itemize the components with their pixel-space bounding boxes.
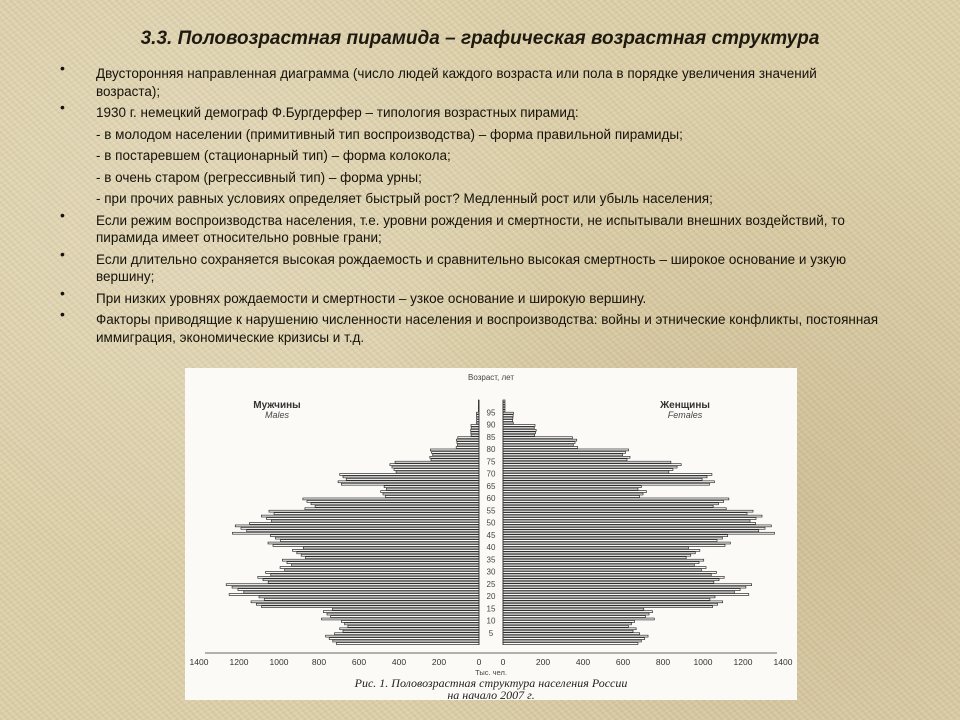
- female-bar: [503, 547, 688, 549]
- slide-title: 3.3. Половозрастная пирамида – графическая возрастная структура: [140, 28, 820, 49]
- male-bar: [244, 591, 479, 593]
- female-bar: [503, 444, 573, 446]
- female-bar: [503, 530, 759, 532]
- age-tick-label: 40: [486, 543, 496, 552]
- male-bar: [259, 596, 479, 598]
- age-tick-label: 80: [486, 445, 496, 454]
- female-bar: [503, 425, 535, 427]
- male-bar: [432, 451, 479, 453]
- male-bar: [471, 427, 479, 429]
- male-bar: [394, 469, 479, 471]
- male-bar: [384, 486, 479, 488]
- female-bar: [503, 586, 746, 588]
- female-bar: [503, 591, 734, 593]
- x-tick-label-left: 600: [351, 657, 367, 667]
- female-bar: [503, 549, 700, 551]
- male-bar: [395, 461, 479, 463]
- female-bar: [503, 493, 643, 495]
- female-bar: [503, 476, 707, 478]
- male-bar: [343, 630, 479, 632]
- male-bar: [336, 643, 479, 645]
- female-bar: [503, 621, 635, 623]
- male-bar: [433, 454, 479, 456]
- male-bar: [264, 598, 479, 600]
- x-tick-label-left: 1200: [229, 657, 249, 667]
- male-bar: [381, 491, 479, 493]
- x-tick-label-right: 200: [535, 657, 551, 667]
- male-bar: [226, 584, 479, 586]
- female-bar: [503, 417, 513, 419]
- male-bar: [327, 613, 479, 615]
- x-tick-label-right: 600: [615, 657, 631, 667]
- male-bar: [333, 640, 479, 642]
- male-bar: [341, 483, 479, 485]
- item-text: Факторы приводящие к нарушению численности населения и воспроизводства: войны и этнические конфликты, постоянная иммиграция, экономические кризисы и т.д.: [96, 312, 879, 345]
- male-bar: [256, 603, 479, 605]
- female-bar: [503, 432, 535, 434]
- male-bar: [341, 621, 479, 623]
- male-bar: [392, 466, 479, 468]
- age-tick-label: 60: [486, 494, 496, 503]
- female-bar: [503, 643, 638, 645]
- male-bar: [293, 549, 479, 551]
- age-tick-label: 10: [486, 616, 496, 626]
- males-label-ru: Мужчины: [253, 400, 301, 411]
- female-bar: [503, 569, 701, 571]
- age-tick-label: 30: [486, 567, 496, 577]
- female-bar: [503, 633, 640, 635]
- female-bar: [503, 491, 646, 493]
- male-bar: [266, 572, 479, 574]
- female-bar: [503, 442, 575, 444]
- female-bar: [503, 540, 717, 542]
- population-pyramid-chart: [185, 368, 797, 700]
- female-bar: [503, 469, 673, 471]
- male-bar: [340, 474, 479, 476]
- age-tick-label: 15: [486, 604, 496, 614]
- male-bar: [431, 459, 479, 461]
- male-bar: [232, 586, 479, 588]
- female-bar: [503, 613, 649, 615]
- x-tick-label-left: 1400: [189, 657, 209, 667]
- male-bar: [297, 552, 479, 554]
- female-bar: [503, 439, 577, 441]
- female-bar: [503, 554, 691, 556]
- female-bar: [503, 608, 644, 610]
- x-tick-label-left: 800: [311, 657, 327, 667]
- bullet-marker: •: [60, 99, 65, 115]
- female-bar: [503, 456, 630, 458]
- male-bar: [269, 510, 479, 512]
- female-bar: [503, 574, 711, 576]
- bullet-item: [60, 245, 880, 286]
- female-bar: [503, 483, 709, 485]
- female-bar: [503, 567, 706, 569]
- bullet-item: [60, 99, 880, 122]
- female-bar: [503, 412, 513, 414]
- male-bar: [282, 559, 479, 561]
- female-bar: [503, 640, 641, 642]
- male-bar: [458, 437, 479, 439]
- male-bar: [471, 425, 479, 427]
- x-tick-label-left: 400: [391, 657, 407, 667]
- x-tick-label-right: 1200: [733, 657, 753, 667]
- item-text: - в постаревшем (стационарный тип) – форма колокола;: [96, 148, 451, 163]
- male-bar: [456, 439, 479, 441]
- figure-caption-line2: на начало 2007 г.: [447, 688, 535, 700]
- female-bar: [503, 503, 718, 505]
- female-bar: [503, 518, 756, 520]
- female-bar: [503, 466, 677, 468]
- male-bar: [326, 635, 479, 637]
- male-bar: [430, 449, 479, 451]
- female-bar: [503, 562, 699, 564]
- females-label-ru: Женщины: [660, 400, 710, 411]
- female-bar: [503, 579, 719, 581]
- female-bar: [503, 434, 535, 436]
- male-bar: [322, 618, 479, 620]
- male-bar: [307, 500, 479, 502]
- male-bar: [390, 464, 479, 466]
- bullet-marker: •: [60, 284, 65, 301]
- x-tick-label-left: 1000: [269, 657, 289, 667]
- male-bar: [251, 601, 479, 603]
- female-bar: [503, 606, 712, 608]
- female-bar: [503, 611, 653, 613]
- male-bar: [261, 515, 479, 517]
- male-bar: [273, 545, 479, 547]
- male-bar: [250, 523, 479, 525]
- female-bar: [503, 545, 725, 547]
- female-bar: [503, 451, 626, 453]
- male-bar: [303, 498, 479, 500]
- female-bar: [503, 505, 713, 507]
- female-bar: [503, 513, 747, 515]
- bullet-item: [60, 60, 880, 100]
- female-bar: [503, 461, 671, 463]
- female-bar: [503, 523, 756, 525]
- item-text: Если длительно сохраняется высокая рождаемость и сравнительно высокая смертность – широкое основание и узкую вершину;: [96, 251, 847, 284]
- x-tick-label-right: 400: [575, 657, 591, 667]
- female-bar: [503, 478, 702, 480]
- female-bar: [503, 537, 722, 539]
- female-bar: [503, 437, 572, 439]
- female-bar: [503, 527, 765, 529]
- item-text: При низких уровнях рождаемости и смертности – узкое основание и широкую вершину.: [96, 290, 647, 306]
- figure-caption-line1: Рис. 1. Половозрастная структура населения России: [354, 676, 628, 690]
- sub-item: [60, 147, 880, 165]
- female-bar: [503, 564, 694, 566]
- sub-item: [60, 126, 880, 144]
- female-bar: [503, 515, 762, 517]
- x-tick-label-right: 0: [500, 657, 506, 667]
- male-bar: [343, 476, 479, 478]
- female-bar: [503, 429, 536, 431]
- male-bar: [292, 564, 479, 566]
- male-bar: [247, 530, 479, 532]
- male-bar: [335, 633, 479, 635]
- age-tick-label: 20: [486, 592, 496, 601]
- age-tick-label: 45: [486, 530, 496, 540]
- male-bar: [338, 481, 479, 483]
- male-bar: [285, 569, 479, 571]
- bullet-marker: •: [60, 245, 65, 262]
- male-bar: [275, 537, 479, 539]
- male-bar: [268, 581, 479, 583]
- bullet-marker: •: [60, 206, 65, 223]
- bullet-marker: •: [60, 306, 65, 322]
- female-bar: [503, 638, 645, 640]
- female-bar: [503, 618, 654, 620]
- male-bar: [385, 496, 479, 498]
- male-bar: [331, 616, 479, 618]
- male-bar: [241, 527, 479, 529]
- population-pyramid-figure: [185, 368, 797, 700]
- male-bar: [345, 623, 479, 625]
- female-bar: [503, 464, 681, 466]
- item-text: Двусторонняя направленная диаграмма (число людей каждого возраста или пола в порядке увеличения значений возраста);: [96, 66, 817, 99]
- age-tick-label: 25: [486, 579, 496, 589]
- male-bar: [311, 503, 479, 505]
- male-bar: [305, 557, 479, 559]
- male-bar: [303, 547, 479, 549]
- male-bar: [430, 456, 479, 458]
- females-label-en: Females: [667, 410, 703, 420]
- female-bar: [503, 420, 513, 422]
- female-bar: [503, 459, 627, 461]
- unit-label: Тыс. чел.: [475, 668, 507, 677]
- male-bar: [271, 574, 479, 576]
- age-tick-label: 95: [486, 408, 496, 418]
- female-bar: [503, 603, 718, 605]
- male-bar: [262, 606, 479, 608]
- age-tick-label: 55: [486, 506, 496, 516]
- female-bar: [503, 623, 631, 625]
- female-bar: [503, 510, 753, 512]
- sub-item: [60, 190, 880, 208]
- male-bar: [235, 525, 479, 527]
- female-bar: [503, 488, 638, 490]
- x-tick-label-right: 1400: [773, 657, 793, 667]
- male-bar: [329, 638, 479, 640]
- female-bar: [503, 500, 724, 502]
- female-bar: [503, 625, 628, 627]
- male-bar: [301, 554, 479, 556]
- female-bar: [503, 630, 633, 632]
- male-bar: [346, 478, 479, 480]
- female-bar: [503, 557, 686, 559]
- male-bar: [471, 429, 479, 431]
- age-tick-label: 75: [486, 457, 496, 467]
- male-bar: [305, 508, 479, 510]
- female-bar: [503, 447, 578, 449]
- male-bar: [383, 493, 479, 495]
- male-bar: [258, 576, 479, 578]
- male-bar: [386, 488, 479, 490]
- male-bar: [471, 432, 479, 434]
- female-bar: [503, 542, 730, 544]
- female-bar: [503, 532, 774, 534]
- female-bar: [503, 552, 695, 554]
- female-bar: [503, 422, 513, 424]
- male-bar: [456, 447, 479, 449]
- male-bar: [323, 611, 479, 613]
- male-bar: [396, 471, 479, 473]
- female-bar: [503, 415, 513, 417]
- male-bar: [457, 442, 479, 444]
- age-tick-label: 50: [486, 518, 496, 528]
- female-bar: [503, 535, 728, 537]
- male-bar: [287, 562, 479, 564]
- male-bar: [332, 608, 479, 610]
- male-bar: [266, 518, 479, 520]
- female-bar: [503, 525, 771, 527]
- female-bar: [503, 449, 628, 451]
- female-bar: [503, 481, 714, 483]
- male-bar: [229, 594, 479, 596]
- age-tick-label: 65: [486, 481, 496, 491]
- male-bar: [272, 520, 479, 522]
- x-tick-label-left: 0: [476, 657, 482, 667]
- female-bar: [503, 598, 710, 600]
- item-text: Если режим воспроизводства населения, т.е. уровни рождения и смертности, не испытывали внешних воздействий, то пирамида имеет относительно ровные грани;: [96, 212, 845, 245]
- female-bar: [503, 576, 724, 578]
- female-bar: [503, 628, 636, 630]
- male-bar: [471, 434, 479, 436]
- bullet-item: [60, 284, 880, 308]
- male-bar: [263, 579, 479, 581]
- male-bar: [280, 567, 479, 569]
- male-bar: [348, 625, 479, 627]
- male-bar: [274, 513, 479, 515]
- age-tick-label: 70: [486, 469, 496, 479]
- female-bar: [503, 635, 648, 637]
- item-text: - в очень старом (регрессивный тип) – форма урны;: [96, 169, 422, 185]
- female-bar: [503, 496, 640, 498]
- content-list: [60, 60, 880, 350]
- female-bar: [503, 616, 645, 618]
- female-bar: [503, 589, 740, 591]
- item-text: 1930 г. немецкий демограф Ф.Бургдерфер – типология возрастных пирамид:: [96, 105, 579, 120]
- female-bar: [503, 584, 752, 586]
- female-bar: [503, 594, 749, 596]
- x-tick-label-left: 200: [431, 657, 447, 667]
- female-bar: [503, 471, 669, 473]
- age-tick-label: 90: [486, 420, 496, 430]
- male-bar: [315, 505, 479, 507]
- male-bar: [280, 540, 479, 542]
- female-bar: [503, 486, 641, 488]
- age-tick-label: 35: [486, 555, 496, 565]
- male-bar: [232, 532, 479, 534]
- age-tick-label: 85: [486, 432, 496, 442]
- age-tick-label: 5: [488, 628, 494, 638]
- item-text: - в молодом населении (примитивный тип воспроизводства) – форма правильной пирамиды;: [96, 126, 683, 142]
- x-tick-label-right: 800: [655, 657, 671, 667]
- male-bar: [340, 628, 479, 630]
- female-bar: [503, 601, 723, 603]
- males-label-en: Males: [264, 410, 290, 420]
- female-bar: [503, 572, 716, 574]
- male-bar: [458, 444, 479, 446]
- female-bar: [503, 427, 534, 429]
- female-bar: [503, 508, 726, 510]
- male-bar: [238, 589, 479, 591]
- bullet-item: [60, 206, 880, 247]
- female-bar: [503, 454, 623, 456]
- bullet-marker: •: [60, 60, 65, 76]
- sub-item: [60, 169, 880, 187]
- bullet-item: [60, 306, 880, 346]
- axis-title: Возраст, лет: [468, 373, 514, 382]
- male-bar: [268, 542, 479, 544]
- female-bar: [503, 596, 715, 598]
- male-bar: [271, 535, 479, 537]
- female-bar: [503, 498, 729, 500]
- x-tick-label-right: 1000: [693, 657, 713, 667]
- female-bar: [503, 474, 712, 476]
- female-bar: [503, 520, 750, 522]
- female-bar: [503, 559, 704, 561]
- female-bar: [503, 581, 714, 583]
- item-text: - при прочих равных условиях определяет быстрый рост? Медленный рост или убыль населения;: [96, 191, 713, 206]
